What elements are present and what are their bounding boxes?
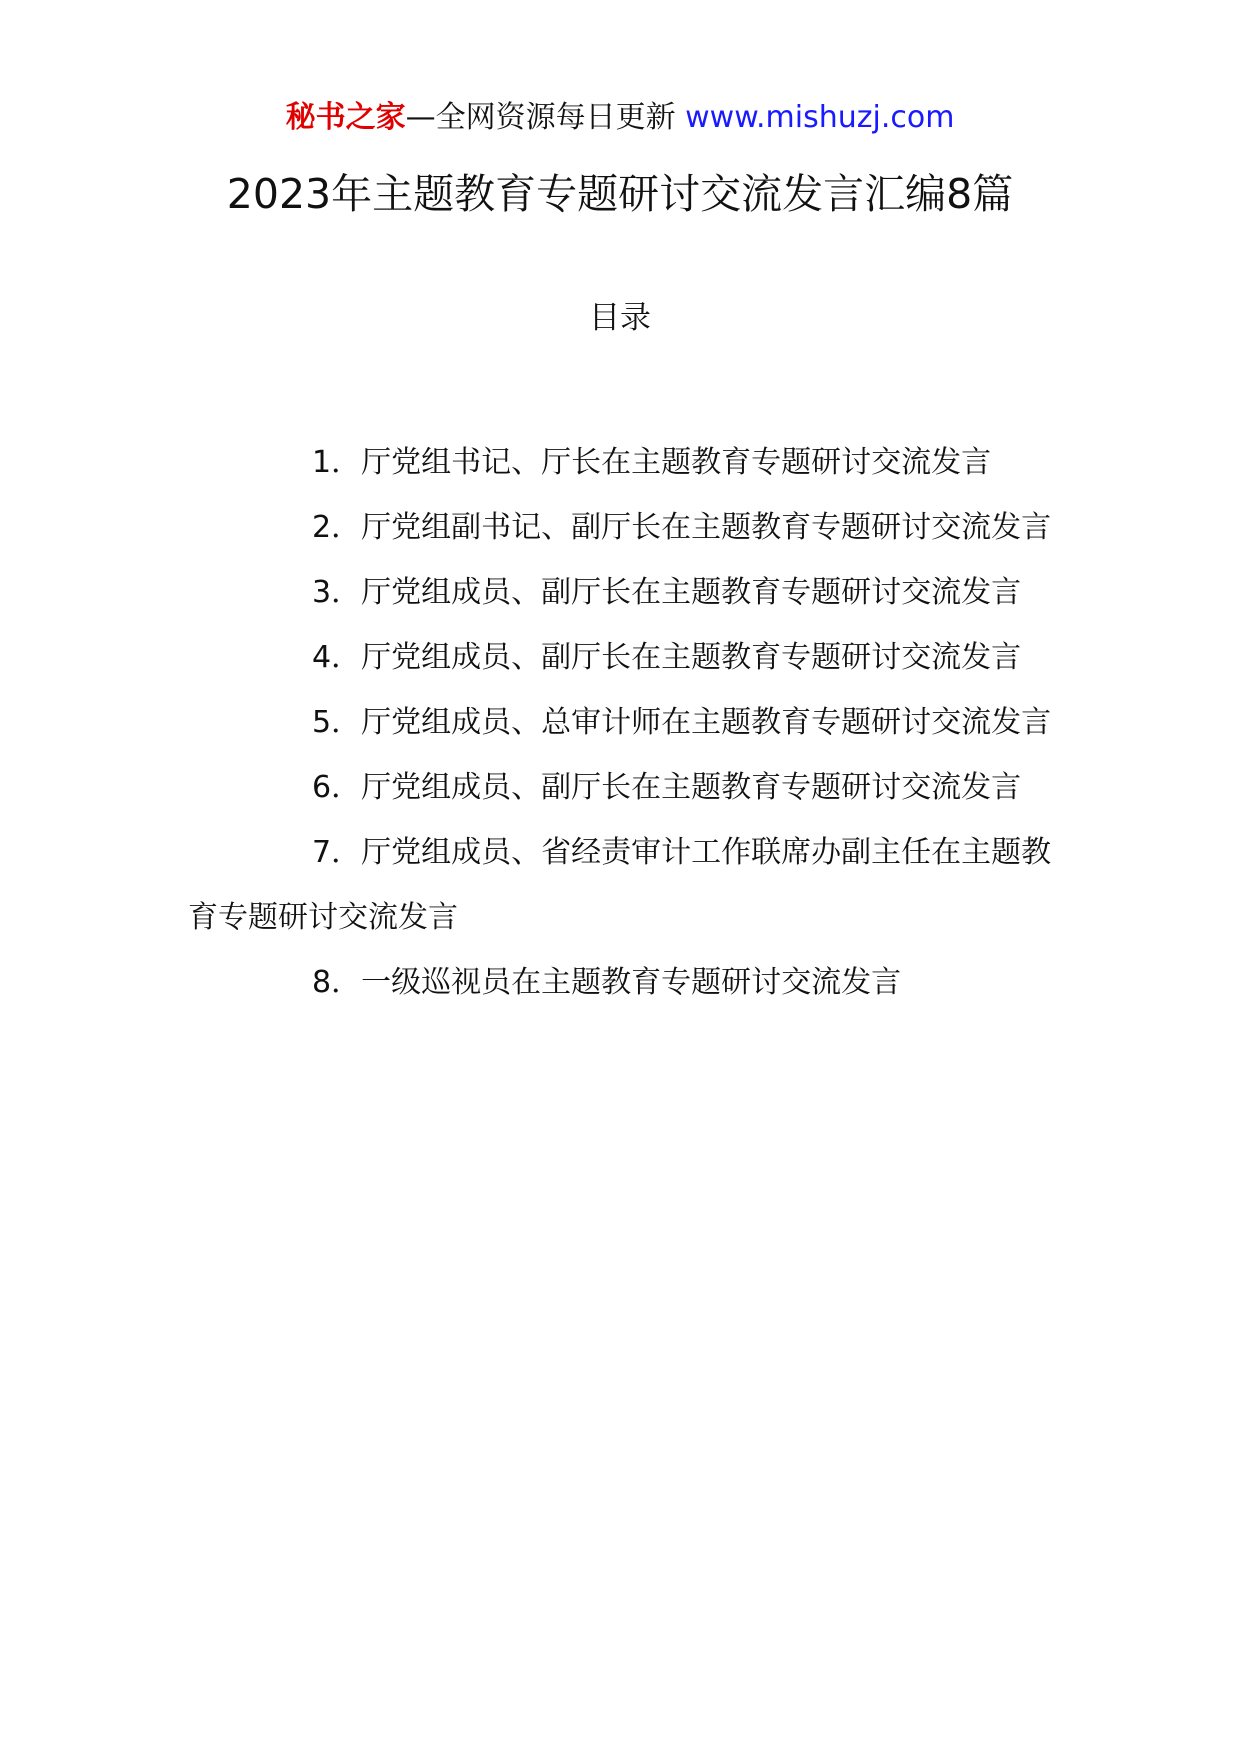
toc-item-number: 5． (312, 705, 362, 740)
toc-item-number: 1． (312, 445, 362, 480)
toc-item-number: 8． (312, 965, 362, 1000)
toc-item-text: 一级巡视员在主题教育专题研讨交流发言 (361, 965, 902, 1000)
toc-item-7 (188, 820, 1058, 950)
toc-item-number: 7． (312, 835, 362, 870)
toc-item-6 (188, 755, 1058, 820)
toc-item-3 (188, 560, 1058, 625)
toc-item-text: 厅党组成员、省经责审计工作联席办副主任在主题教育专题研讨交流发言 (188, 835, 1052, 935)
toc-item-2 (188, 495, 1058, 560)
toc-item-text: 厅党组成员、副厅长在主题教育专题研讨交流发言 (361, 575, 1022, 610)
toc-item-8 (188, 950, 1058, 1015)
toc-item-text: 厅党组成员、副厅长在主题教育专题研讨交流发言 (361, 640, 1022, 675)
toc-item-text: 厅党组成员、副厅长在主题教育专题研讨交流发言 (361, 770, 1022, 805)
header-tagline: —全网资源每日更新 (405, 100, 676, 135)
toc-item-text: 厅党组书记、厅长在主题教育专题研讨交流发言 (361, 445, 992, 480)
site-url-link[interactable]: www.mishuzj.com (685, 100, 955, 135)
toc-heading: 目录 (589, 300, 651, 336)
toc-item-number: 3． (312, 575, 362, 610)
toc-item-text: 厅党组成员、总审计师在主题教育专题研讨交流发言 (361, 705, 1052, 740)
toc-item-5 (188, 690, 1058, 755)
toc-item-number: 4． (312, 640, 362, 675)
brand-name: 秘书之家 (285, 100, 406, 135)
site-header (0, 98, 1240, 138)
toc-item-1 (188, 430, 1058, 495)
toc-item-4 (188, 625, 1058, 690)
document-title: 2023年主题教育专题研讨交流发言汇编8篇 (226, 170, 1014, 218)
toc-item-text: 厅党组副书记、副厅长在主题教育专题研讨交流发言 (361, 510, 1052, 545)
table-of-contents (188, 430, 1058, 1015)
toc-item-number: 2． (312, 510, 362, 545)
toc-item-number: 6． (312, 770, 362, 805)
